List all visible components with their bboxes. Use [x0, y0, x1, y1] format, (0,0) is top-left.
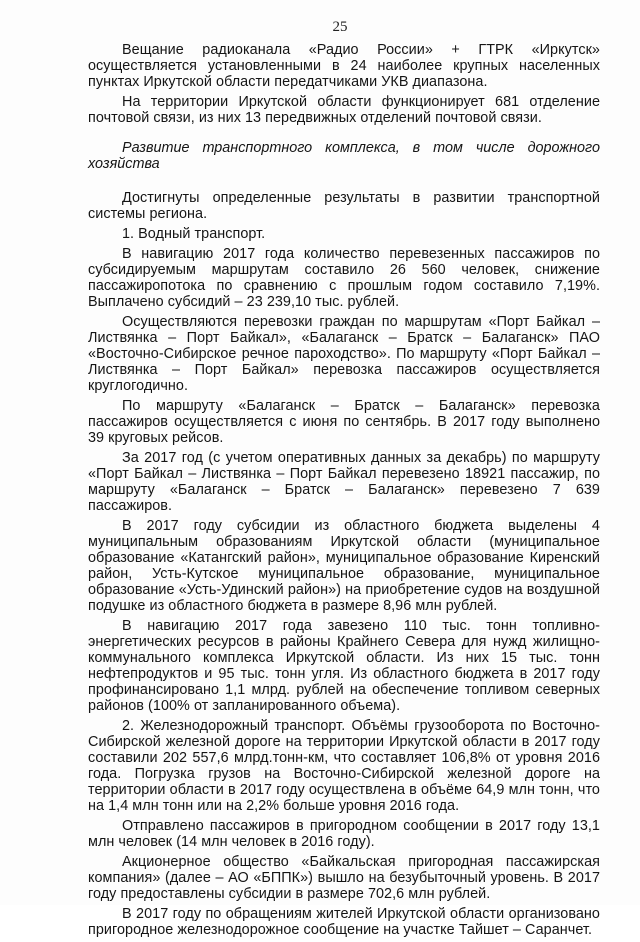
- paragraph-fuel-delivery: В навигацию 2017 года завезено 110 тыс. тонн топливно-энергетических ресурсов в районы Крайнего Севера для нужд жилищно-коммунального комплекса Иркутской области. Из них 15 тыс. тонн нефтепродуктов и 95 тыс. тонн угля. Из областного бюджета в 2017 году профинансировано 1,1 млрд. рублей на обеспечение топливом северных районов (100% от запланированного объема).: [88, 618, 600, 714]
- paragraph-suburban-passengers: Отправлено пассажиров в пригородном сообщении в 2017 году 13,1 млн человек (14 млн человек в 2016 году).: [88, 818, 600, 850]
- paragraph-radio-broadcasting: Вещание радиоканала «Радио России» + ГТРК «Иркутск» осуществляется установленными в 24 наиболее крупных населенных пунктах Иркутской области передатчиками УКВ диапазона.: [88, 42, 600, 90]
- paragraph-railway-transport: 2. Железнодорожный транспорт. Объёмы грузооборота по Восточно-Сибирской железной дороге на территории Иркутской области в 2017 году составили 202 557,6 млрд.тонн-км, что составляет 106,8% от уровня 2016 года. Погрузка грузов на Восточно-Сибирской железной дороге на территории области в 2017 году осуществлена в объёме 64,9 млн тонн, что на 1,4 млн тонн или на 2,2% больше уровня 2016 года.: [88, 718, 600, 814]
- paragraph-postal-offices: На территории Иркутской области функционирует 681 отделение почтовой связи, из них 13 передвижных отделений почтовой связи.: [88, 94, 600, 126]
- page-content: [88, 42, 600, 942]
- paragraph-hovercraft-subsidies: В 2017 году субсидии из областного бюджета выделены 4 муниципальным образованиям Иркутской области (муниципальное образование «Катангский район», муниципальное образование Киренский район, Усть-Кутское муниципальное образование, муниципальное образование «Усть-Удинский район») на приобретение судов на воздушной подушке из областного бюджета в размере 8,96 млн рублей.: [88, 518, 600, 614]
- paragraph-water-transport-title: 1. Водный транспорт.: [122, 226, 266, 242]
- paragraph-taishet-saranchet: В 2017 году по обращениям жителей Иркутской области организовано пригородное железнодорожное сообщение на участке Тайшет – Саранчет.: [88, 906, 600, 938]
- paragraph-transport-results: Достигнуты определенные результаты в развитии транспортной системы региона.: [88, 190, 600, 222]
- paragraph-bppk-company: Акционерное общество «Байкальская пригородная пассажирская компания» (далее – АО «БППК») вышло на безубыточный уровень. В 2017 году предоставлены субсидии в размере 702,6 млн рублей.: [88, 854, 600, 902]
- section-heading-transport: Развитие транспортного комплекса, в том числе дорожного хозяйства: [88, 140, 600, 172]
- page-number: 25: [332, 19, 348, 35]
- paragraph-balagansk-route: По маршруту «Балаганск – Братск – Балаганск» перевозка пассажиров осуществляется с июня по сентябрь. В 2017 году выполнено 39 круговых рейсов.: [88, 398, 600, 446]
- paragraph-2017-passengers: За 2017 год (с учетом оперативных данных за декабрь) по маршруту «Порт Байкал – Листвянка – Порт Байкал перевезено 18921 пассажир, по маршруту «Балаганск – Братск – Балаганск» перевезено 7 639 пассажиров.: [88, 450, 600, 514]
- paragraph-routes-operations: Осуществляются перевозки граждан по маршрутам «Порт Байкал – Листвянка – Порт Байкал», «Балаганск – Братск – Балаганск» ПАО «Восточно-Сибирское речное пароходство». По маршруту «Порт Байкал – Листвянка – Порт Байкал» перевозка пассажиров осуществляется круглогодично.: [88, 314, 600, 394]
- paragraph-navigation-passengers: В навигацию 2017 года количество перевезенных пассажиров по субсидируемым маршрутам составило 26 560 человек, снижение пассажиропотока по сравнению с прошлым годом составило 7,19%. Выплачено субсидий – 23 239,10 тыс. рублей.: [88, 246, 600, 310]
